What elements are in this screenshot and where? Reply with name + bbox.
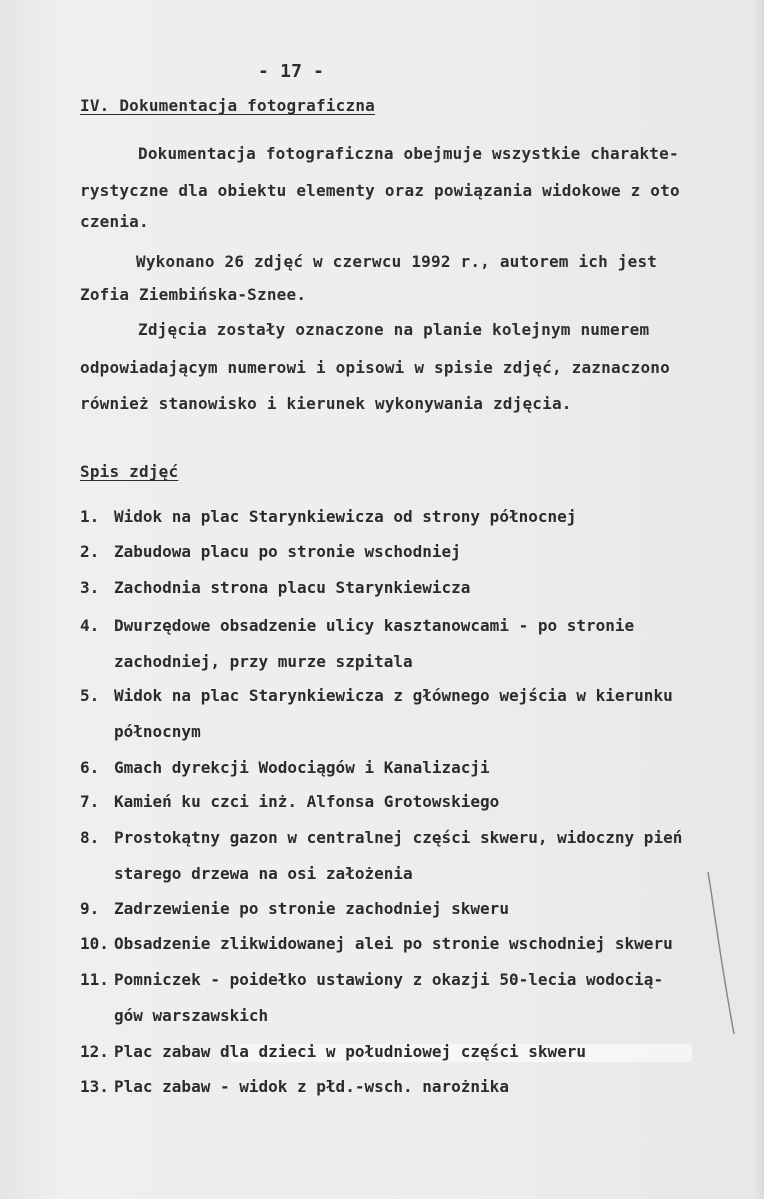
list-item-continuation: zachodniej, przy murze szpitala [114,652,413,671]
page-edge-shadow [754,0,764,1199]
list-item-number: 5. [80,686,100,705]
paragraph-3-line-2: odpowiadającym numerowi i opisowi w spisie zdjęć, zaznaczono [80,358,670,377]
list-item-text: Prostokątny gazon w centralnej części skweru, widoczny pień [114,828,683,847]
list-item-text: Plac zabaw - widok z płd.-wsch. narożnika [114,1077,509,1096]
list-item-number: 11. [80,970,109,989]
list-item-continuation: starego drzewa na osi założenia [114,864,413,883]
list-item-number: 3. [80,578,100,597]
paragraph-2-line-2: Zofia Ziembińska-Sznee. [80,285,307,304]
list-item-text: Widok na plac Starynkiewicza z głównego wejścia w kierunku [114,686,673,705]
paragraph-3-line-1: Zdjęcia zostały oznaczone na planie kolejnym numerem [138,320,650,339]
paragraph-1-line-1: Dokumentacja fotograficzna obejmuje wszystkie charakte- [138,144,679,163]
paragraph-1-line-2: rystyczne dla obiektu elementy oraz powiązania widokowe z oto [80,181,680,200]
list-item-text: Zadrzewienie po stronie zachodniej skweru [114,899,509,918]
list-item-number: 1. [80,507,100,526]
list-item-number: 12. [80,1042,109,1061]
list-item-text: Dwurzędowe obsadzenie ulicy kasztanowcami - po stronie [114,616,635,635]
list-heading: Spis zdjęć [80,462,179,481]
list-item-text: Zachodnia strona placu Starynkiewicza [114,578,471,597]
margin-pencil-mark [704,868,740,1038]
list-item-number: 7. [80,792,100,811]
paragraph-3-line-3: również stanowisko i kierunek wykonywania zdjęcia. [80,394,572,413]
page-number: - 17 - [258,61,325,82]
list-item-number: 6. [80,758,100,777]
list-item-text: Pomniczek - poidełko ustawiony z okazji 50-lecia wodocią- [114,970,664,989]
list-item-text: Gmach dyrekcji Wodociągów i Kanalizacji [114,758,490,777]
list-item-text: Kamień ku czci inż. Alfonsa Grotowskiego [114,792,500,811]
paragraph-1-line-3: czenia. [80,212,149,231]
list-item-continuation: północnym [114,722,201,741]
list-item-number: 8. [80,828,100,847]
list-item-text: Plac zabaw dla dzieci w południowej części skweru [114,1042,587,1061]
list-item-number: 4. [80,616,100,635]
section-heading: IV. Dokumentacja fotograficzna [80,96,375,115]
paragraph-2-line-1: Wykonano 26 zdjęć w czerwcu 1992 r., autorem ich jest [136,252,658,271]
list-item-number: 13. [80,1077,109,1096]
list-item-text: Widok na plac Starynkiewicza od strony północnej [114,507,577,526]
list-item-text: Zabudowa placu po stronie wschodniej [114,542,461,561]
list-item-number: 2. [80,542,100,561]
list-item-continuation: gów warszawskich [114,1006,269,1025]
list-item-number: 9. [80,899,100,918]
list-item-number: 10. [80,934,109,953]
list-item-text: Obsadzenie zlikwidowanej alei po stronie wschodniej skweru [114,934,673,953]
